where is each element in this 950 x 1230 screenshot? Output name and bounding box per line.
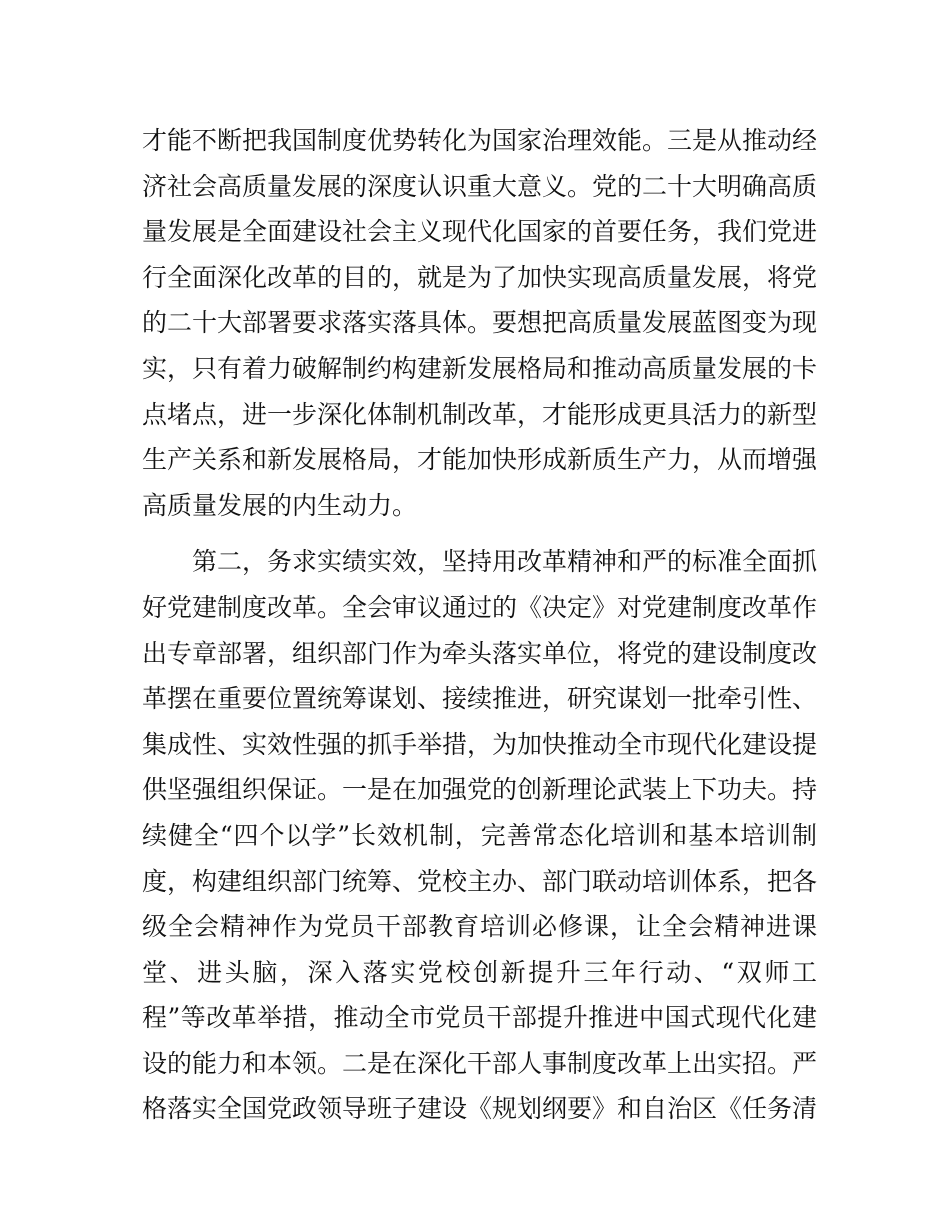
paragraph-line: 实，只有着力破解制约构建新发展格局和推动高质量发展的卡 [142,353,818,383]
paragraph-line: 供坚强组织保证。一是在加强党的创新理论武装上下功夫。持 [142,775,818,805]
paragraph-1 [142,118,817,528]
paragraph-line: 设的能力和本领。二是在深化干部人事制度改革上出实招。严 [142,1048,818,1078]
paragraph-line: 的二十大部署要求落实落具体。要想把高质量发展蓝图变为现 [142,308,818,338]
paragraph-line: 济社会高质量发展的深度认识重大意义。党的二十大明确高质 [142,171,818,201]
paragraph-line: 行全面深化改革的目的，就是为了加快实现高质量发展，将党 [142,262,818,292]
paragraph-line: 生产关系和新发展格局，才能加快形成新质生产力，从而增强 [142,445,818,475]
paragraph-line: 革摆在重要位置统筹谋划、接续推进，研究谋划一批牵引性、 [142,684,818,714]
paragraph-line: 才能不断把我国制度优势转化为国家治理效能。三是从推动经 [142,126,818,155]
paragraph-line: 度，构建组织部门统筹、党校主办、部门联动培训体系，把各 [142,866,818,896]
paragraph-spacer [142,528,817,539]
paragraph-line: 续健全“四个以学”长效机制，完善常态化培训和基本培训制 [142,820,817,850]
paragraph-2 [142,539,817,1132]
document-body [142,118,817,1132]
paragraph-line: 级全会精神作为党员干部教育培训必修课，让全会精神进课 [142,912,817,942]
paragraph-line: 程”等改革举措，推动全市党员干部提升推进中国式现代化建 [142,1003,817,1033]
paragraph-line: 堂、进头脑，深入落实党校创新提升三年行动、“双师工 [142,957,817,987]
paragraph-line: 高质量发展的内生动力。 [142,490,418,520]
paragraph-line: 量发展是全面建设社会主义现代化国家的首要任务，我们党进 [142,217,818,247]
paragraph-line: 第二，务求实绩实效，坚持用改革精神和严的标准全面抓 [192,547,818,577]
paragraph-line: 点堵点，进一步深化体制机制改革，才能形成更具活力的新型 [142,399,818,429]
paragraph-line: 好党建制度改革。全会审议通过的《决定》对党建制度改革作 [142,592,818,622]
paragraph-line: 出专章部署，组织部门作为牵头落实单位，将党的建设制度改 [142,638,818,668]
paragraph-line: 集成性、实效性强的抓手举措，为加快推动全市现代化建设提 [142,729,818,759]
paragraph-line: 格落实全国党政领导班子建设《规划纲要》和自治区《任务清 [142,1094,818,1124]
